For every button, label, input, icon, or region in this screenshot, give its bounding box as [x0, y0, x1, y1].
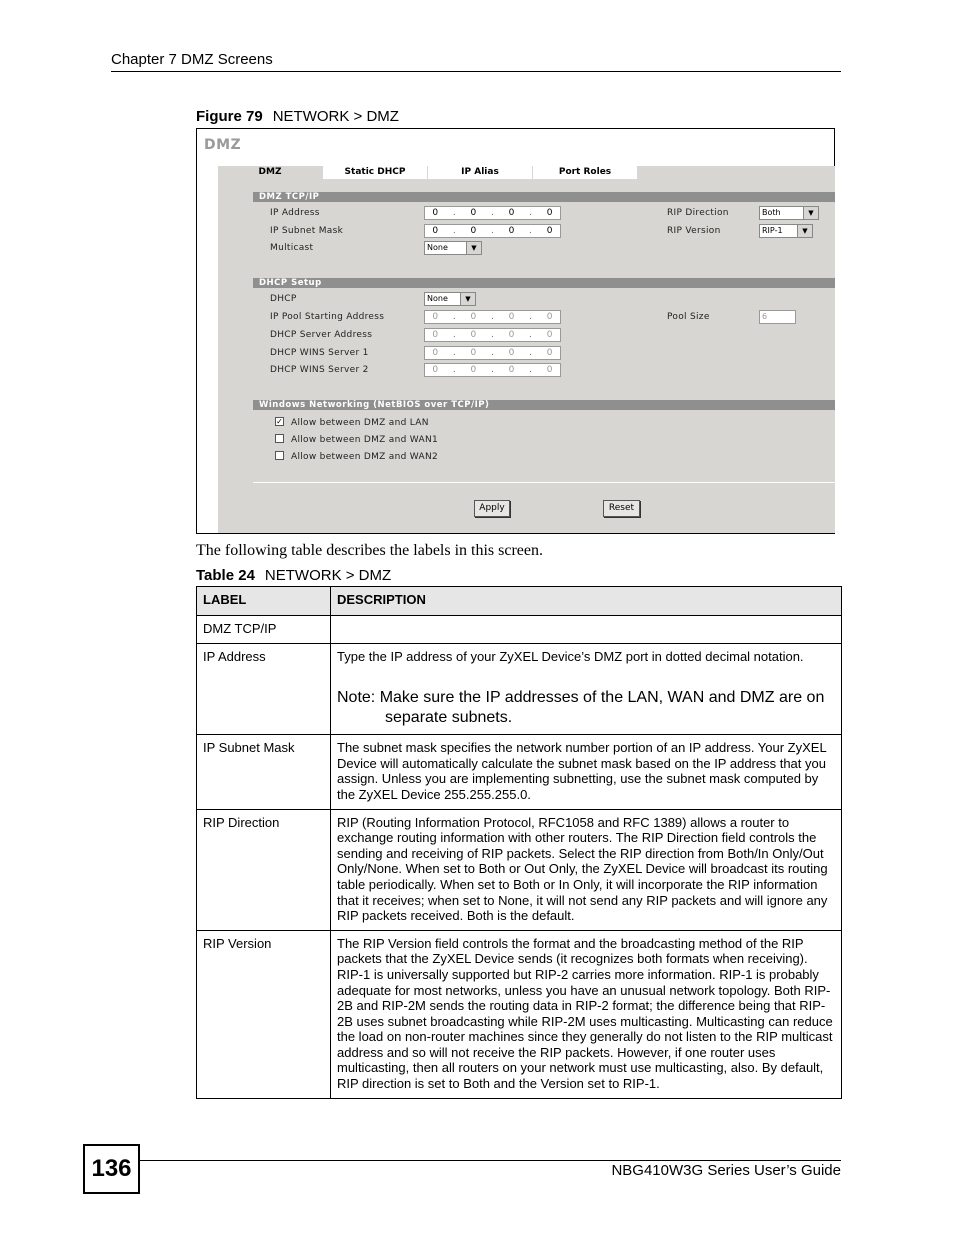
row-label: DMZ TCP/IP	[197, 616, 331, 644]
checkbox-dmz-wan1[interactable]	[275, 434, 284, 443]
header-description: DESCRIPTION	[331, 587, 842, 616]
chevron-down-icon: ▼	[797, 225, 812, 237]
octet: 0	[470, 226, 477, 236]
table-row	[197, 643, 842, 735]
dhcp-select[interactable]	[424, 292, 476, 306]
octet: 0	[508, 348, 515, 358]
table-caption	[196, 567, 391, 584]
screen-title: DMZ	[204, 137, 242, 153]
row-description	[331, 643, 842, 735]
dhcp-value: None	[427, 294, 448, 303]
figure-number: Figure 79	[196, 108, 263, 125]
dmz-panel	[218, 166, 835, 533]
ip-address-input[interactable]: 0 . 0 . 0 . 0	[424, 206, 561, 220]
rip-version-label: RIP Version	[667, 226, 721, 236]
section-netbios: Windows Networking (NetBIOS over TCP/IP)	[253, 400, 835, 410]
note-text: Note: Make sure the IP addresses of the LAN, WAN and DMZ are on separate subnets.	[337, 689, 825, 727]
pool-start-label: IP Pool Starting Address	[270, 312, 385, 322]
rip-direction-value: Both	[762, 208, 781, 217]
dhcp-server-input[interactable]: 0 . 0 . 0 . 0	[424, 328, 561, 342]
tab-static-dhcp[interactable]: Static DHCP	[323, 166, 428, 179]
octet: 0	[470, 365, 477, 375]
octet: 0	[508, 226, 515, 236]
table-row	[197, 616, 842, 644]
wins1-input[interactable]: 0 . 0 . 0 . 0	[424, 346, 561, 360]
separator	[253, 482, 835, 483]
row-description: RIP (Routing Information Protocol, RFC1058 and RFC 1389) allows a router to exchange routing information with other routers. The RIP Direction field controls the sending and receiving of RIP packets. Select the RIP direction from Both/In Only/Out Only/None. When set to Both or Out Only, the ZyXEL Device will broadcast its routing table periodically. When set to Both or In Only, it will incorporate the RIP information that it receives; when set to None, it will not send any RIP packets and will ignore any RIP packets received. Both is the default.	[331, 809, 842, 930]
dhcp-label: DHCP	[270, 294, 297, 304]
octet: 0	[432, 312, 439, 322]
header-label: LABEL	[197, 587, 331, 616]
ip-address-label: IP Address	[270, 208, 320, 218]
page-number: 136	[83, 1144, 140, 1194]
checkbox-dmz-lan[interactable]: ✓	[276, 417, 283, 426]
octet: 0	[546, 208, 553, 218]
multicast-value: None	[427, 243, 448, 252]
row-description: The RIP Version field controls the format and the broadcasting method of the RIP packets that the ZyXEL Device sends (it recognizes both formats when receiving). RIP-1 is universally supported but RIP-2 carries more information. RIP-1 is probably adequate for most networks, unless you have an unusual network topology. Both RIP-2B and RIP-2M sends the routing data in RIP-2 format; the difference being that RIP-2B uses subnet broadcasting while RIP-2M uses multicasting. Multicasting can reduce the load on non-router machines since they generally do not listen to the RIP multicast address and so will not receive the RIP packets. However, if one router uses multicasting, then all routers on your network must use multicasting, also. By default, RIP direction is set to Both and the Version set to RIP-1.	[331, 930, 842, 1098]
pool-size-label: Pool Size	[667, 312, 710, 322]
reset-button[interactable]: Reset	[603, 500, 640, 517]
octet: 0	[470, 208, 477, 218]
chevron-down-icon: ▼	[460, 293, 475, 305]
octet: 0	[432, 208, 439, 218]
row-description-text: Type the IP address of your ZyXEL Device’s DMZ port in dotted decimal notation.	[337, 648, 804, 664]
table-row	[197, 735, 842, 809]
octet: 0	[546, 330, 553, 340]
checkbox-dmz-lan-label: Allow between DMZ and LAN	[291, 418, 429, 428]
octet: 0	[432, 365, 439, 375]
table-number: Table 24	[196, 567, 255, 584]
octet: 0	[470, 330, 477, 340]
tab-bar	[218, 166, 638, 179]
table-header-row	[197, 587, 842, 616]
chapter-header: Chapter 7 DMZ Screens	[111, 51, 273, 68]
section-dhcp-setup: DHCP Setup	[253, 278, 835, 288]
checkbox-dmz-wan2-label: Allow between DMZ and WAN2	[291, 452, 439, 462]
octet: 0	[432, 330, 439, 340]
pool-start-input[interactable]: 0 . 0 . 0 . 0	[424, 310, 561, 324]
octet: 0	[432, 226, 439, 236]
table-title: NETWORK > DMZ	[264, 567, 392, 584]
header-rule	[111, 71, 841, 72]
octet: 0	[546, 226, 553, 236]
pool-size-input[interactable]: 6	[759, 310, 796, 324]
dmz-screenshot	[196, 128, 835, 534]
footer-rule	[140, 1160, 841, 1161]
row-description	[331, 616, 842, 644]
octet: 0	[546, 312, 553, 322]
octet: 0	[508, 330, 515, 340]
table-row	[197, 809, 842, 930]
figure-title: NETWORK > DMZ	[272, 108, 399, 125]
row-label: IP Address	[197, 643, 331, 735]
apply-button[interactable]: Apply	[474, 500, 510, 517]
octet: 0	[432, 348, 439, 358]
wins2-input[interactable]: 0 . 0 . 0 . 0	[424, 363, 561, 377]
subnet-mask-input[interactable]: 0 . 0 . 0 . 0	[424, 224, 561, 238]
description-table	[196, 586, 842, 1099]
octet: 0	[470, 312, 477, 322]
row-label: IP Subnet Mask	[197, 735, 331, 809]
octet: 0	[470, 348, 477, 358]
figure-caption	[196, 108, 399, 125]
row-label: RIP Version	[197, 930, 331, 1098]
multicast-label: Multicast	[270, 243, 314, 253]
rip-direction-label: RIP Direction	[667, 208, 729, 218]
octet: 0	[508, 365, 515, 375]
dhcp-server-label: DHCP Server Address	[270, 330, 373, 340]
chevron-down-icon: ▼	[803, 207, 818, 219]
wins2-label: DHCP WINS Server 2	[270, 365, 369, 375]
checkbox-dmz-wan2[interactable]	[275, 451, 284, 460]
tab-port-roles[interactable]: Port Roles	[533, 166, 638, 179]
octet: 0	[546, 365, 553, 375]
octet: 0	[546, 348, 553, 358]
rip-version-value: RIP-1	[762, 226, 783, 235]
row-label: RIP Direction	[197, 809, 331, 930]
tab-ip-alias[interactable]: IP Alias	[428, 166, 533, 179]
table-row	[197, 930, 842, 1098]
row-description: The subnet mask specifies the network number portion of an IP address. Your ZyXEL Device will automatically calculate the subnet mask based on the IP address that you assign. Unless you are implementing subnetting, use the subnet mask computed by the ZyXEL Device 255.255.255.0.	[331, 735, 842, 809]
guide-title: NBG410W3G Series User’s Guide	[611, 1162, 841, 1179]
wins1-label: DHCP WINS Server 1	[270, 348, 369, 358]
section-dmz-tcpip: DMZ TCP/IP	[253, 192, 835, 202]
rip-version-select[interactable]	[759, 224, 813, 238]
subnet-mask-label: IP Subnet Mask	[270, 226, 344, 236]
octet: 0	[508, 208, 515, 218]
rip-direction-select[interactable]	[759, 206, 819, 220]
tab-dmz[interactable]: DMZ	[218, 166, 323, 179]
multicast-select[interactable]	[424, 241, 482, 255]
intro-text: The following table describes the labels in this screen.	[196, 542, 544, 559]
checkbox-dmz-wan1-label: Allow between DMZ and WAN1	[291, 435, 439, 445]
octet: 0	[508, 312, 515, 322]
chevron-down-icon: ▼	[466, 242, 481, 254]
